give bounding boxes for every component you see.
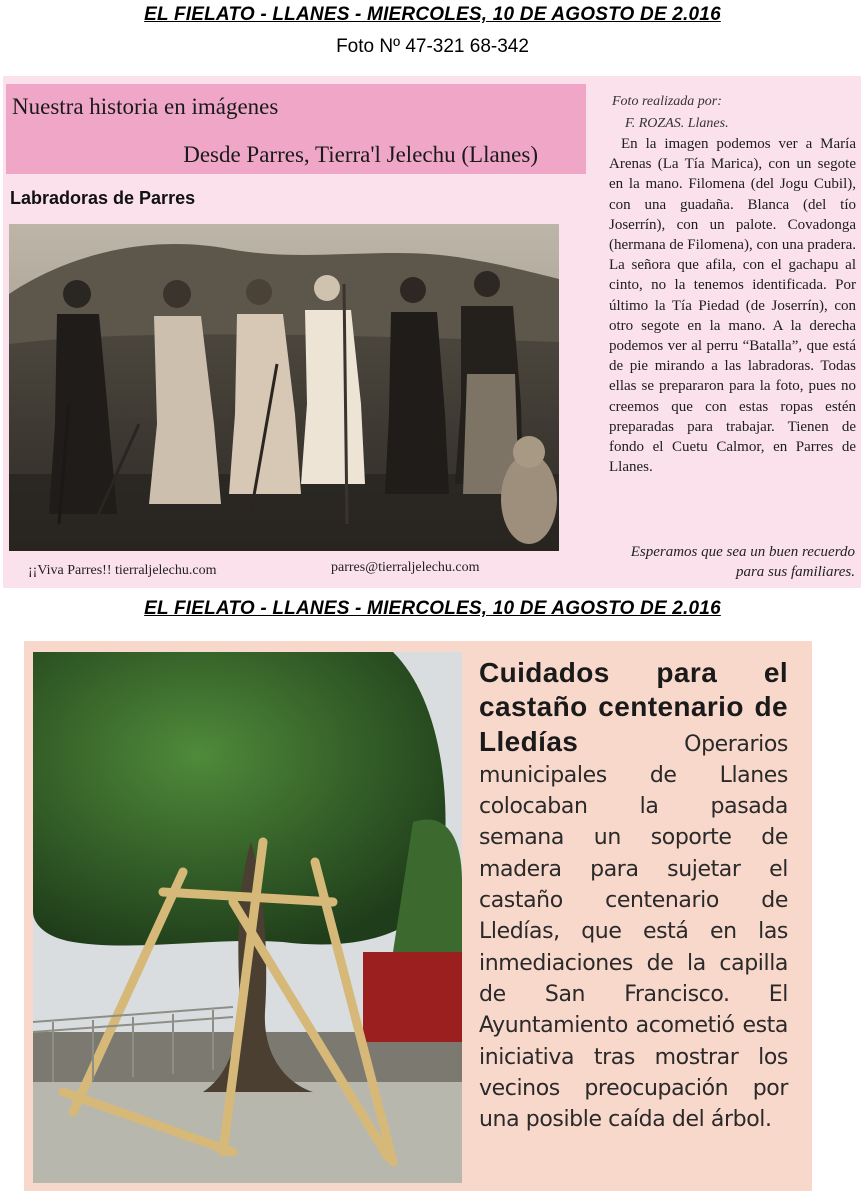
photo-title: Labradoras de Parres [10,188,196,208]
article-headline: Cuidados para el castaño centenario de Lledías [479,657,788,757]
footer-website: ¡¡Viva Parres!! tierraljelechu.com [28,563,217,578]
page-header-middle: EL FIELATO - LLANES - MIERCOLES, 10 DE AGOSTO DE 2.016 [144,598,721,619]
footer-email: parres@tierraljelechu.com [331,560,480,575]
historic-photo-labradoras [9,224,559,551]
photo-chestnut-illustration [33,652,462,1183]
article-body: Operarios municipales de Llanes colocaban la pasada semana un soporte de madera para sujetar el castaño centenario de Lledías, que está en las inmediaciones de la capilla de San Francisco. El Ayuntamiento acometió esta iniciativa tras mostrar los vecinos preocupación por una posible caída del árbol. [479,731,788,1133]
photo-labradoras-illustration [9,224,559,551]
newspaper-clipping-castano [24,641,812,1191]
banner-subtitle: Desde Parres, Tierra'l Jelechu (Llanes) [183,142,538,167]
chestnut-tree-photo [33,652,462,1183]
banner-title: Nuestra historia en imágenes [12,94,279,119]
photo-description: En la imagen podemos ver a María Arenas (La Tía Marica), con un segote en la mano. Filomena (del Jogu Cubil), con una guadaña. Blanca (del tío Joserrín), con un palote. Covadonga (hermana de Filomena), con una pradera. La señora que afila, con el gachapu al cinto, no la tenemos identificada. Por último la Tía Piedad (de Joserrín), con otro segote en la mano. A la derecha podemos ver al perru “Batalla”, que está de pie mirando a las labradoras. Todas ellas se prepararon para la foto, pues no creemos que con estas ropas estén preparadas para trabajar. Tienen de fondo el Cuetu Calmor, en Parres de Llanes. [609,136,856,476]
page-header-top: EL FIELATO - LLANES - MIERCOLES, 10 DE AGOSTO DE 2.016 [144,4,721,25]
photo-credit-label: Foto realizada por: [612,94,722,109]
newspaper-clipping-historia [3,76,861,588]
article-castano [479,657,788,1135]
photo-credit-name: F. ROZAS. Llanes. [625,116,729,131]
photo-reference: Foto Nº 47-321 68-342 [336,36,529,57]
closing-note: Esperamos que sea un buen recuerdo para sus familiares. [630,544,855,580]
section-banner [6,84,586,174]
